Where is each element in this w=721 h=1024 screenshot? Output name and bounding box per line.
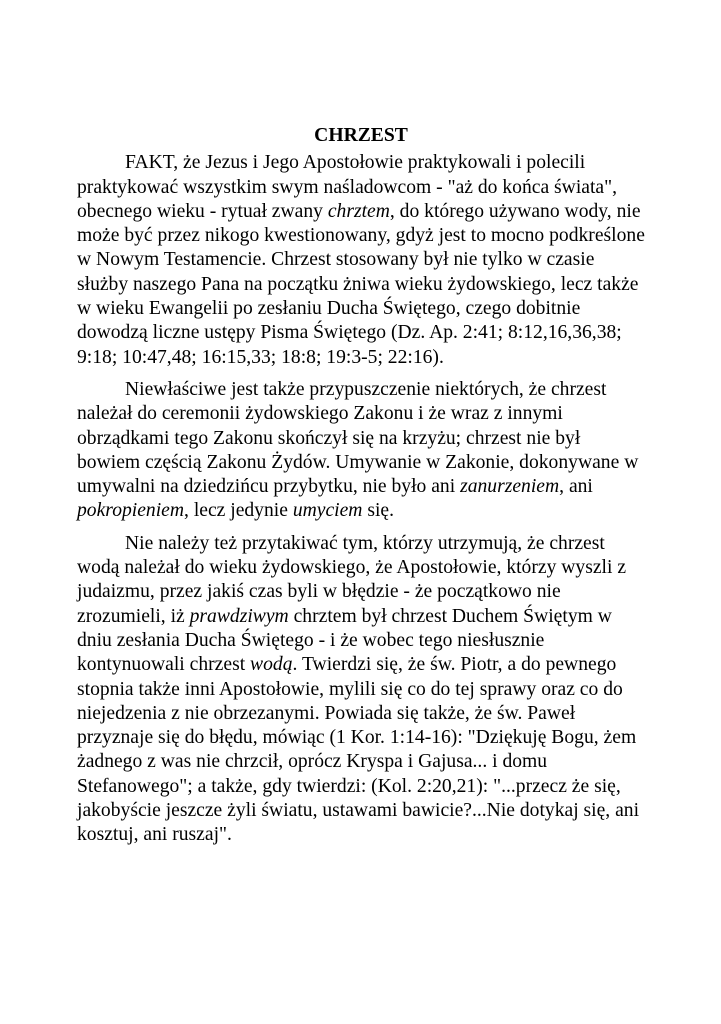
text-run: , lecz jedynie <box>184 500 293 522</box>
paragraph <box>77 378 645 524</box>
text-run: się. <box>362 500 395 522</box>
italic-text: wodą <box>250 654 293 676</box>
italic-text: umyciem <box>292 500 363 522</box>
text-run: FAKT, że Jezus i Jego Apostołowie praktykowali i polecili praktykować wszystkim swym naśladowcom - "aż do końca świata", obecnego wieku - rytuał zwany <box>77 152 617 222</box>
text-run: , ani <box>559 476 593 498</box>
page-title: CHRZEST <box>314 125 408 146</box>
text-run: , do którego używano wody, nie może być przez nikogo kwestionowany, gdyż jest to mocno podkreślone w Nowym Testamencie. Chrzest stosowany był nie tylko w czasie służby naszego Pana na początku żniwa wieku żydowskiego, lecz także w wieku Ewangelii po zesłaniu Ducha Świętego, czego dobitnie dowodzą liczne ustępy Pisma Świętego (Dz. Ap. 2:41; 8:12,16,36,38; 9:18; 10:47,48; 16:15,33; 18:8; 19:3-5; 22:16). <box>77 200 645 368</box>
italic-text: pokropieniem <box>77 500 185 522</box>
text-run: Nie należy też przytakiwać tym, którzy utrzymują, że chrzest wodą należał do wieku żydowskiego, że Apostołowie, którzy wyszli z judaizmu, przez jakiś czas byli w błędzie - że początkowo nie zrozumieli, iż <box>77 532 627 627</box>
paragraph <box>77 532 645 848</box>
italic-text: zanurzeniem <box>460 476 560 498</box>
italic-text: chrztem <box>327 200 390 222</box>
document-body <box>77 151 645 847</box>
text-run: . Twierdzi się, że św. Piotr, a do pewnego stopnia także inni Apostołowie, mylili się co do tej sprawy oraz co do niejedzenia z nie obrzezanymi. Powiada się także, że św. Paweł przyznaje się do błędu, mówiąc (1 Kor. 1:14-16): "Dziękuję Bogu, żem żadnego z was nie chrzcił, oprócz Kryspa i Gajusa... i domu Stefanowego"; a także, gdy twierdzi: (Kol. 2:20,21): "...przecz że się, jakobyście jeszcze żyli światu, ustawami bawicie?...Nie dotykaj się, ani kosztuj, ani ruszaj". <box>77 654 640 846</box>
document-page <box>77 124 645 856</box>
paragraph <box>77 151 645 370</box>
italic-text: prawdziwym <box>189 605 289 627</box>
text-run: chrztem był chrzest Duchem Świętym w dniu zesłania Ducha Świętego - i że wobec tego niesłusznie kontynuowali chrzest <box>77 605 612 676</box>
text-run: Niewłaściwe jest także przypuszczenie niektórych, że chrzest należał do ceremonii żydowskiego Zakonu i że wraz z innymi obrządkami tego Zakonu skończył się na krzyżu; chrzest nie był bowiem częścią Zakonu Żydów. Umywanie w Zakonie, dokonywane w umywalni na dziedzińcu przybytku, nie było ani <box>77 378 639 498</box>
